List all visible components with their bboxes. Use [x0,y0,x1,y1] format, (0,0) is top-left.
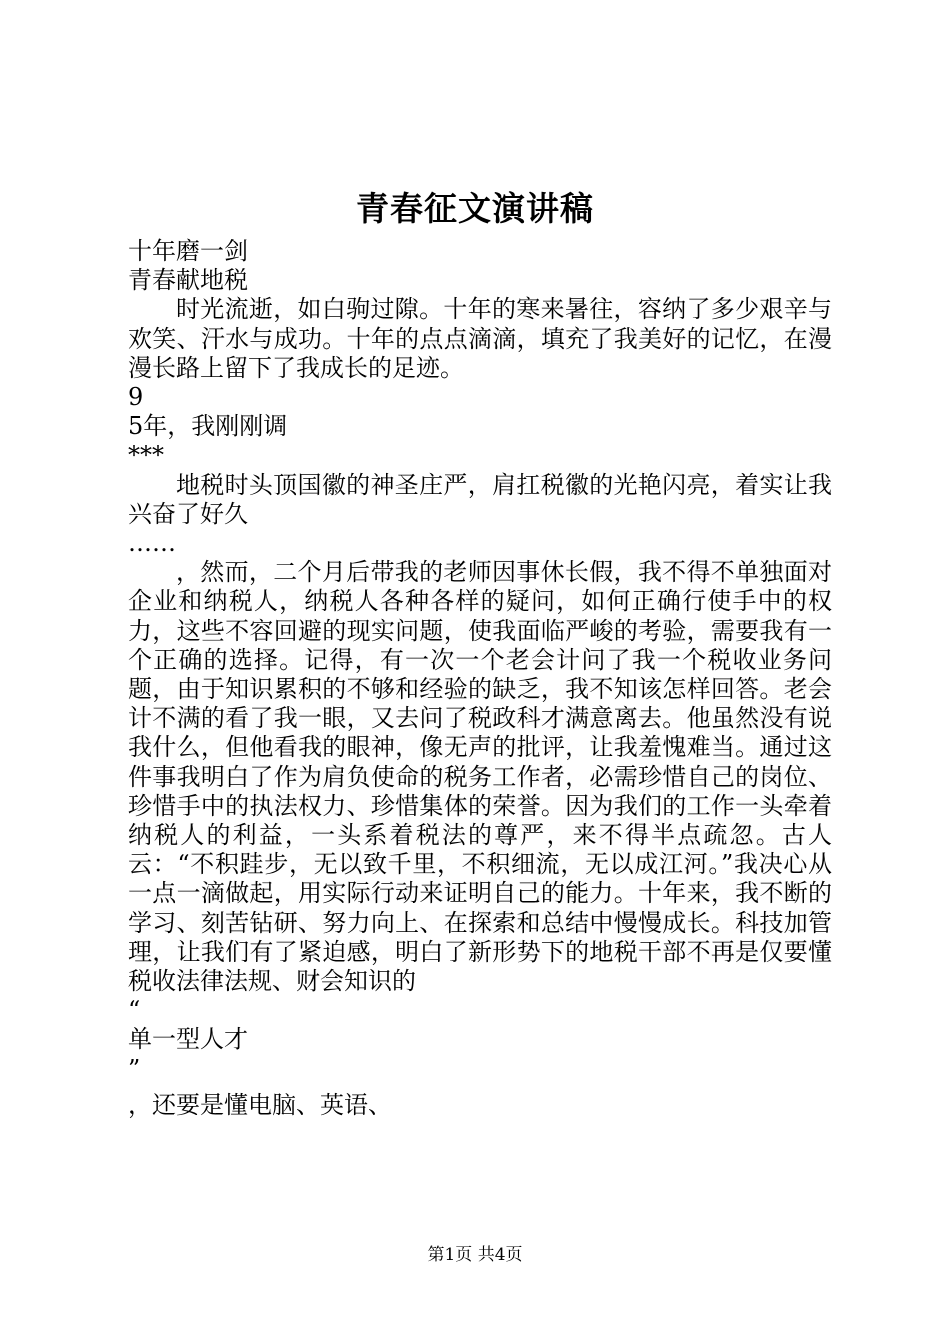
page-footer: 第1页 共4页 [427,1245,523,1265]
subtitle-line-1: 十年磨一剑 [128,237,248,265]
fragment-continuation: ，还要是懂电脑、英语、 [128,1090,392,1119]
fragment-number: 9 [128,383,144,412]
fragment-talent: 单一型人才 [128,1025,248,1054]
open-quote: “ [128,996,141,1025]
paragraph-main: ，然而，二个月后带我的老师因事休长假，我不得不单独面对企业和纳税人，纳税人各种各样的疑问，如何正确行使手中的权力，这些不容回避的现实问题，使我面临严峻的考验，需要我有一个正确的选择。记得，有一次一个老会计问了我一个税收业务问题，由于知识累积的不够和经验的缺乏，我不知该怎样回答。老会计不满的看了我一眼，又去问了税政科才满意离去。他虽然没有说我什么，但他看我的眼神，像无声的批评，让我羞愧难当。通过这件事我明白了作为肩负使命的税务工作者，必需珍惜自己的岗位、珍惜手中的执法权力、珍惜集体的荣誉。因为我们的工作一头牵着纳税人的利益，一头系着税法的尊严，来不得半点疏忽。古人云：“不积跬步，无以致千里，不积细流，无以成江河。”我决心从一点一滴做起，用实际行动来证明自己的能力。十年来，我不断的学习、刻苦钻研、努力向上、在探索和总结中慢慢成长。科技加管理，让我们有了紧迫感，明白了新形势下的地税干部不再是仅要懂税收法律法规、财会知识的 [128,558,832,996]
paragraph-intro: 时光流逝，如白驹过隙。十年的寒来暑往，容纳了多少艰辛与欢笑、汗水与成功。十年的点点滴滴，填充了我美好的记忆，在漫漫长路上留下了我成长的足迹。 [128,295,832,382]
paragraph-joining: 地税时头顶国徽的神圣庄严，肩扛税徽的光艳闪亮，着实让我兴奋了好久 [128,470,832,528]
close-quote: ” [128,1054,141,1083]
fragment-ellipsis: …… [128,529,176,558]
document-title: 青春征文演讲稿 [356,189,594,228]
fragment-year: 5年，我刚刚调 [128,412,288,441]
fragment-redacted: *** [128,441,164,470]
subtitle-line-2: 青春献地税 [128,266,248,295]
document-body [128,237,832,1120]
